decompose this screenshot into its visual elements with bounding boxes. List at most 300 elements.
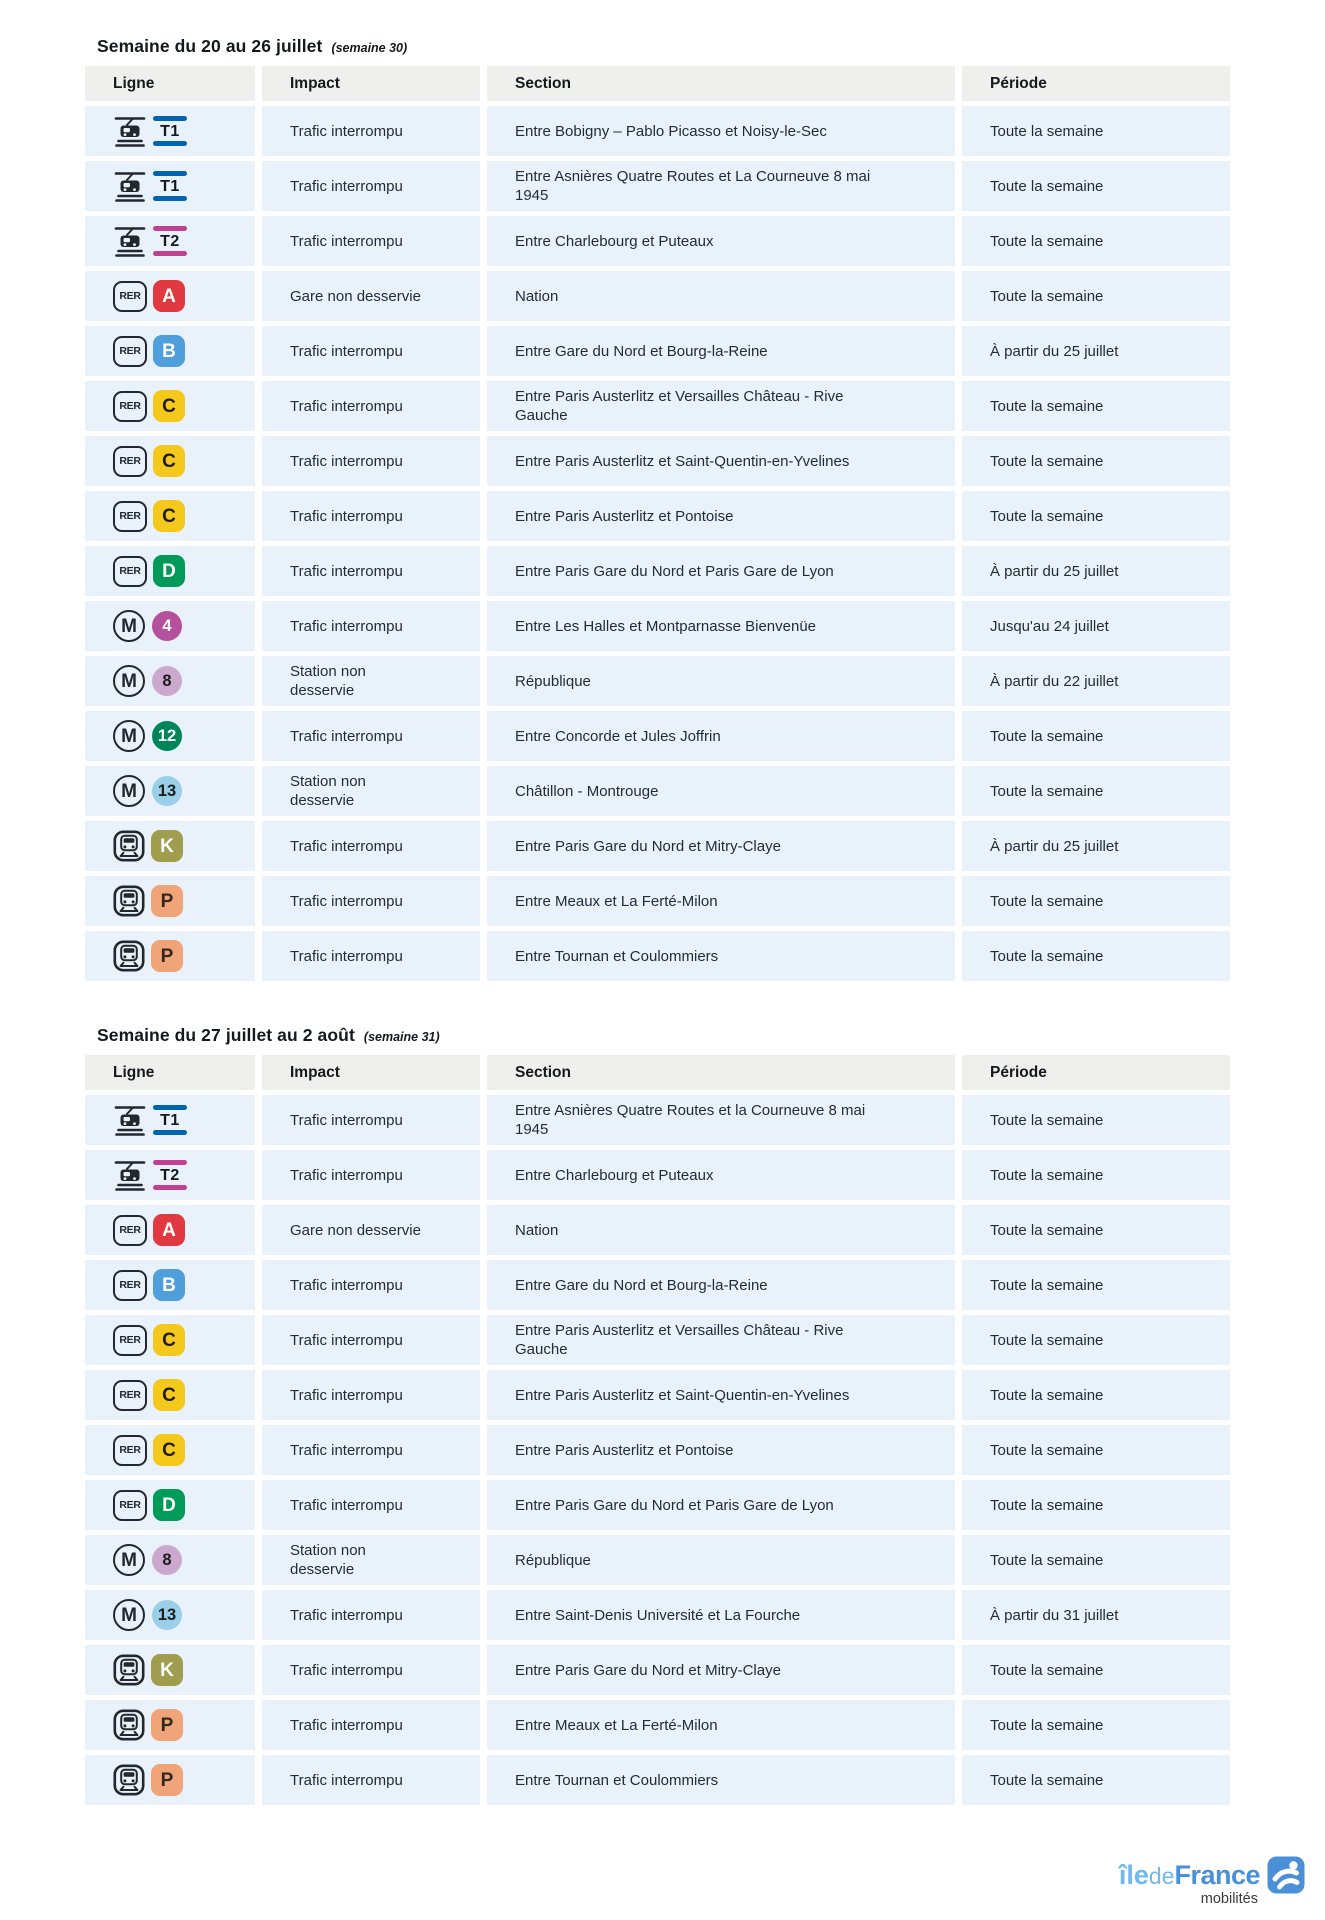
tram-icon <box>113 1158 147 1192</box>
section-text: Entre Asnières Quatre Routes et la Courneuve 8 mai 1945 <box>515 1102 866 1138</box>
mode-icon-slot <box>113 830 145 862</box>
cell-impact <box>262 271 480 321</box>
table-row <box>85 1645 1230 1695</box>
section-text: Entre Paris Austerlitz et Saint-Quentin-en-Yvelines <box>515 1386 850 1404</box>
cell-impact <box>262 1150 480 1200</box>
week-subtitle: (semaine 31) <box>363 1030 440 1044</box>
cell-periode <box>962 766 1230 816</box>
header-ligne: Ligne <box>85 66 255 101</box>
week-subtitle: (semaine 30) <box>331 41 408 55</box>
line-badge-slot <box>153 1160 187 1190</box>
cell-section <box>487 1645 955 1695</box>
mode-icon-slot <box>113 1544 145 1576</box>
impact-text: Trafic interrompu <box>290 1661 403 1679</box>
line-badge: A <box>153 1214 185 1246</box>
cell-periode <box>962 216 1230 266</box>
mode-icon-slot <box>113 1380 147 1411</box>
line-badge: T1 <box>153 1105 187 1135</box>
line-badge-slot <box>153 171 187 201</box>
section-text: Entre Paris Gare du Nord et Paris Gare de Lyon <box>515 562 834 580</box>
line-badge: T2 <box>153 226 187 256</box>
cell-impact <box>262 1480 480 1530</box>
cell-periode <box>962 1370 1230 1420</box>
section-text: Entre Paris Austerlitz et Saint-Quentin-en-Yvelines <box>515 452 850 470</box>
mode-icon-slot <box>113 665 145 697</box>
line-badge: 4 <box>152 611 182 641</box>
periode-text: Toute la semaine <box>990 287 1104 305</box>
cell-ligne <box>85 1205 255 1255</box>
cell-ligne <box>85 1260 255 1310</box>
header-impact: Impact <box>262 66 480 101</box>
table-row <box>85 1700 1230 1750</box>
mode-icon-slot <box>113 336 147 367</box>
periode-text: Toute la semaine <box>990 1386 1104 1404</box>
mode-icon-slot <box>113 1270 147 1301</box>
brand-ile: île <box>1118 1859 1149 1890</box>
cell-periode <box>962 1150 1230 1200</box>
section-text: Entre Paris Austerlitz et Pontoise <box>515 507 734 525</box>
periode-text: Toute la semaine <box>990 1771 1104 1789</box>
tram-icon <box>113 169 147 203</box>
line-badge-slot <box>151 885 183 917</box>
cell-impact <box>262 821 480 871</box>
cell-ligne <box>85 106 255 156</box>
periode-text: Toute la semaine <box>990 947 1104 965</box>
line-badge-slot <box>153 1489 185 1521</box>
section-text: Entre Bobigny – Pablo Picasso et Noisy-le-Sec <box>515 122 827 140</box>
line-badge-slot <box>153 226 187 256</box>
cell-periode <box>962 546 1230 596</box>
impact-text: Trafic interrompu <box>290 122 403 140</box>
cell-ligne <box>85 876 255 926</box>
periode-text: Toute la semaine <box>990 1111 1104 1129</box>
section-text: Entre Asnières Quatre Routes et La Courneuve 8 mai 1945 <box>515 168 871 204</box>
cell-impact <box>262 1315 480 1365</box>
periode-text: Toute la semaine <box>990 177 1104 195</box>
table-header-row <box>85 66 1230 101</box>
rer-icon: RER <box>113 1380 147 1411</box>
week-title: Semaine du 20 au 26 juillet <box>97 36 323 56</box>
line-badge: 13 <box>152 1600 182 1630</box>
rer-icon: RER <box>113 501 147 532</box>
line-badge-slot <box>151 830 183 862</box>
cell-ligne <box>85 931 255 981</box>
impact-text: Trafic interrompu <box>290 1386 403 1404</box>
cell-section <box>487 1260 955 1310</box>
impact-text: Trafic interrompu <box>290 1166 403 1184</box>
train-icon <box>113 1654 145 1686</box>
line-badge-slot <box>151 721 182 751</box>
section-text: Entre Tournan et Coulommiers <box>515 1771 719 1789</box>
train-icon <box>113 940 145 972</box>
line-badge: K <box>151 1654 183 1686</box>
periode-text: À partir du 25 juillet <box>990 342 1119 360</box>
cell-section <box>487 821 955 871</box>
cell-periode <box>962 381 1230 431</box>
section-text: Nation <box>515 287 559 305</box>
table-body <box>85 106 1230 981</box>
impact-text: Trafic interrompu <box>290 892 403 910</box>
mode-icon-slot <box>113 720 145 752</box>
cell-section <box>487 216 955 266</box>
line-badge: C <box>153 500 185 532</box>
line-badge-slot <box>151 666 182 696</box>
section-text: Entre Meaux et La Ferté-Milon <box>515 892 718 910</box>
line-badge: 12 <box>152 721 182 751</box>
periode-text: À partir du 22 juillet <box>990 672 1119 690</box>
section-text: Entre Paris Gare du Nord et Paris Gare de Lyon <box>515 1496 834 1514</box>
metro-icon: M <box>113 610 145 642</box>
cell-periode <box>962 601 1230 651</box>
line-badge-slot <box>151 1545 182 1575</box>
periode-text: Jusqu'au 24 juillet <box>990 617 1109 635</box>
cell-impact <box>262 876 480 926</box>
cell-periode <box>962 1205 1230 1255</box>
header-ligne: Ligne <box>85 1055 255 1090</box>
cell-impact <box>262 216 480 266</box>
cell-impact <box>262 931 480 981</box>
table-row <box>85 381 1230 431</box>
cell-periode <box>962 931 1230 981</box>
impact-text: Station non desservie <box>290 773 366 809</box>
cell-impact <box>262 491 480 541</box>
cell-ligne <box>85 161 255 211</box>
cell-ligne <box>85 1480 255 1530</box>
cell-periode <box>962 271 1230 321</box>
line-badge: D <box>153 1489 185 1521</box>
rer-icon: RER <box>113 556 147 587</box>
section-text: Entre Paris Austerlitz et Versailles Château - Rive Gauche <box>515 388 844 424</box>
header-impact: Impact <box>262 1055 480 1090</box>
periode-text: Toute la semaine <box>990 1221 1104 1239</box>
impact-text: Gare non desservie <box>290 1221 421 1239</box>
disruptions-table <box>85 66 1230 981</box>
line-badge-slot <box>153 1434 185 1466</box>
line-badge-slot <box>153 1379 185 1411</box>
week-heading <box>85 1025 1230 1046</box>
section-text: Entre Paris Austerlitz et Versailles Château - Rive Gauche <box>515 1322 844 1358</box>
cell-ligne <box>85 381 255 431</box>
cell-periode <box>962 436 1230 486</box>
cell-periode <box>962 1700 1230 1750</box>
impact-text: Trafic interrompu <box>290 452 403 470</box>
disruptions-table <box>85 1055 1230 1805</box>
cell-section <box>487 326 955 376</box>
cell-section <box>487 1425 955 1475</box>
cell-periode <box>962 1645 1230 1695</box>
cell-impact <box>262 1260 480 1310</box>
impact-text: Trafic interrompu <box>290 1606 403 1624</box>
line-badge-slot <box>151 940 183 972</box>
line-badge-slot <box>153 390 185 422</box>
idfm-brand-row <box>1119 1856 1305 1894</box>
section-text: Entre Tournan et Coulommiers <box>515 947 719 965</box>
impact-text: Trafic interrompu <box>290 1716 403 1734</box>
periode-text: Toute la semaine <box>990 232 1104 250</box>
rer-icon: RER <box>113 1215 147 1246</box>
impact-text: Trafic interrompu <box>290 1111 403 1129</box>
periode-text: Toute la semaine <box>990 1166 1104 1184</box>
cell-ligne <box>85 216 255 266</box>
section-text: Entre Meaux et La Ferté-Milon <box>515 1716 718 1734</box>
cell-periode <box>962 656 1230 706</box>
line-badge: C <box>153 1379 185 1411</box>
impact-text: Trafic interrompu <box>290 1331 403 1349</box>
table-row <box>85 271 1230 321</box>
cell-impact <box>262 601 480 651</box>
line-badge: 13 <box>152 776 182 806</box>
periode-text: Toute la semaine <box>990 892 1104 910</box>
mode-icon-slot <box>113 391 147 422</box>
cell-ligne <box>85 1700 255 1750</box>
header-periode: Période <box>962 66 1230 101</box>
section-text: Entre Paris Gare du Nord et Mitry-Claye <box>515 837 781 855</box>
table-row <box>85 436 1230 486</box>
mode-icon-slot <box>113 940 145 972</box>
cell-section <box>487 1205 955 1255</box>
line-badge: C <box>153 445 185 477</box>
line-badge-slot <box>151 1709 183 1741</box>
line-badge-slot <box>153 500 185 532</box>
cell-periode <box>962 1755 1230 1805</box>
cell-section <box>487 436 955 486</box>
periode-text: Toute la semaine <box>990 1331 1104 1349</box>
section-text: Entre Gare du Nord et Bourg-la-Reine <box>515 1276 768 1294</box>
table-row <box>85 1260 1230 1310</box>
cell-impact <box>262 106 480 156</box>
rer-icon: RER <box>113 1325 147 1356</box>
line-badge: D <box>153 555 185 587</box>
mode-icon-slot <box>113 446 147 477</box>
impact-text: Trafic interrompu <box>290 727 403 745</box>
impact-text: Station non desservie <box>290 1542 366 1578</box>
line-badge: 8 <box>152 1545 182 1575</box>
line-badge-slot <box>153 280 185 312</box>
cell-section <box>487 1370 955 1420</box>
cell-impact <box>262 1645 480 1695</box>
week-heading <box>85 36 1230 57</box>
periode-text: Toute la semaine <box>990 782 1104 800</box>
idfm-wordmark <box>1119 1860 1260 1891</box>
impact-text: Trafic interrompu <box>290 617 403 635</box>
table-body <box>85 1095 1230 1805</box>
train-icon <box>113 1764 145 1796</box>
mode-icon-slot <box>113 224 147 258</box>
brand-de: de <box>1148 1862 1175 1889</box>
mode-icon-slot <box>113 1490 147 1521</box>
mode-icon-slot <box>113 885 145 917</box>
rer-icon: RER <box>113 1435 147 1466</box>
table-row <box>85 161 1230 211</box>
tram-icon <box>113 224 147 258</box>
table-header-row <box>85 1055 1230 1090</box>
rer-icon: RER <box>113 281 147 312</box>
cell-ligne <box>85 1755 255 1805</box>
cell-impact <box>262 436 480 486</box>
cell-periode <box>962 1480 1230 1530</box>
periode-text: Toute la semaine <box>990 122 1104 140</box>
table-row <box>85 876 1230 926</box>
line-badge: 8 <box>152 666 182 696</box>
cell-section <box>487 656 955 706</box>
periode-text: Toute la semaine <box>990 397 1104 415</box>
cell-ligne <box>85 1425 255 1475</box>
cell-ligne <box>85 766 255 816</box>
train-icon <box>113 885 145 917</box>
line-badge: K <box>151 830 183 862</box>
line-badge-slot <box>151 776 182 806</box>
cell-section <box>487 1700 955 1750</box>
train-icon <box>113 1709 145 1741</box>
cell-section <box>487 1535 955 1585</box>
line-badge: C <box>153 1434 185 1466</box>
cell-section <box>487 546 955 596</box>
table-row <box>85 1480 1230 1530</box>
train-icon <box>113 830 145 862</box>
impact-text: Station non desservie <box>290 663 366 699</box>
periode-text: À partir du 25 juillet <box>990 562 1119 580</box>
header-section: Section <box>487 1055 955 1090</box>
periode-text: Toute la semaine <box>990 1496 1104 1514</box>
table-row <box>85 326 1230 376</box>
rer-icon: RER <box>113 1490 147 1521</box>
impact-text: Gare non desservie <box>290 287 421 305</box>
cell-section <box>487 161 955 211</box>
table-row <box>85 821 1230 871</box>
line-badge: P <box>151 1764 183 1796</box>
brand-france: France <box>1174 1859 1260 1890</box>
periode-text: Toute la semaine <box>990 727 1104 745</box>
line-badge-slot <box>153 445 185 477</box>
section-text: Entre Saint-Denis Université et La Fourche <box>515 1606 801 1624</box>
table-row <box>85 1095 1230 1145</box>
table-row <box>85 601 1230 651</box>
mode-icon-slot <box>113 556 147 587</box>
table-row <box>85 766 1230 816</box>
cell-ligne <box>85 1315 255 1365</box>
periode-text: À partir du 25 juillet <box>990 837 1119 855</box>
line-badge: P <box>151 940 183 972</box>
week-section-1 <box>85 36 1230 981</box>
periode-text: Toute la semaine <box>990 1441 1104 1459</box>
cell-impact <box>262 1370 480 1420</box>
table-row <box>85 1370 1230 1420</box>
cell-periode <box>962 1590 1230 1640</box>
cell-section <box>487 381 955 431</box>
mode-icon-slot <box>113 281 147 312</box>
line-badge-slot <box>151 1764 183 1796</box>
line-badge: A <box>153 280 185 312</box>
cell-section <box>487 601 955 651</box>
line-badge: C <box>153 1324 185 1356</box>
mode-icon-slot <box>113 1654 145 1686</box>
periode-text: Toute la semaine <box>990 452 1104 470</box>
section-text: République <box>515 1551 591 1569</box>
section-text: Entre Paris Gare du Nord et Mitry-Claye <box>515 1661 781 1679</box>
cell-section <box>487 1755 955 1805</box>
section-text: Entre Gare du Nord et Bourg-la-Reine <box>515 342 768 360</box>
cell-section <box>487 1590 955 1640</box>
cell-section <box>487 931 955 981</box>
section-text: Entre Charlebourg et Puteaux <box>515 232 714 250</box>
impact-text: Trafic interrompu <box>290 1276 403 1294</box>
tram-icon <box>113 114 147 148</box>
cell-periode <box>962 1535 1230 1585</box>
section-text: Entre Les Halles et Montparnasse Bienvenüe <box>515 617 817 635</box>
cell-periode <box>962 876 1230 926</box>
cell-impact <box>262 1590 480 1640</box>
cell-section <box>487 1095 955 1145</box>
cell-impact <box>262 1755 480 1805</box>
cell-periode <box>962 1095 1230 1145</box>
line-badge: T1 <box>153 171 187 201</box>
cell-impact <box>262 326 480 376</box>
cell-periode <box>962 326 1230 376</box>
mode-icon-slot <box>113 501 147 532</box>
impact-text: Trafic interrompu <box>290 342 403 360</box>
impact-text: Trafic interrompu <box>290 397 403 415</box>
table-row <box>85 1590 1230 1640</box>
cell-impact <box>262 766 480 816</box>
mode-icon-slot <box>113 1103 147 1137</box>
cell-section <box>487 876 955 926</box>
metro-icon: M <box>113 665 145 697</box>
section-text: Entre Charlebourg et Puteaux <box>515 1166 714 1184</box>
impact-text: Trafic interrompu <box>290 837 403 855</box>
impact-text: Trafic interrompu <box>290 947 403 965</box>
week-title: Semaine du 27 juillet au 2 août <box>97 1025 355 1045</box>
cell-periode <box>962 161 1230 211</box>
mode-icon-slot <box>113 610 145 642</box>
cell-impact <box>262 546 480 596</box>
header-section: Section <box>487 66 955 101</box>
periode-text: Toute la semaine <box>990 1551 1104 1569</box>
section-text: Entre Concorde et Jules Joffrin <box>515 727 721 745</box>
section-text: Châtillon - Montrouge <box>515 782 659 800</box>
periode-text: Toute la semaine <box>990 1661 1104 1679</box>
mode-icon-slot <box>113 775 145 807</box>
idfm-logo <box>1119 1856 1305 1907</box>
cell-impact <box>262 1425 480 1475</box>
line-badge-slot <box>153 116 187 146</box>
cell-periode <box>962 491 1230 541</box>
line-badge-slot <box>151 611 182 641</box>
impact-text: Trafic interrompu <box>290 507 403 525</box>
periode-text: À partir du 31 juillet <box>990 1606 1119 1624</box>
cell-section <box>487 271 955 321</box>
mode-icon-slot <box>113 1764 145 1796</box>
metro-icon: M <box>113 775 145 807</box>
table-row <box>85 931 1230 981</box>
header-periode: Période <box>962 1055 1230 1090</box>
line-badge: B <box>153 1269 185 1301</box>
cell-ligne <box>85 1590 255 1640</box>
cell-section <box>487 766 955 816</box>
section-text: Entre Paris Austerlitz et Pontoise <box>515 1441 734 1459</box>
line-badge-slot <box>151 1600 182 1630</box>
rer-icon: RER <box>113 446 147 477</box>
cell-ligne <box>85 711 255 761</box>
cell-impact <box>262 711 480 761</box>
cell-periode <box>962 1425 1230 1475</box>
metro-icon: M <box>113 1544 145 1576</box>
mode-icon-slot <box>113 114 147 148</box>
cell-section <box>487 1480 955 1530</box>
line-badge: T1 <box>153 116 187 146</box>
metro-icon: M <box>113 720 145 752</box>
line-badge-slot <box>151 1654 183 1686</box>
cell-section <box>487 491 955 541</box>
